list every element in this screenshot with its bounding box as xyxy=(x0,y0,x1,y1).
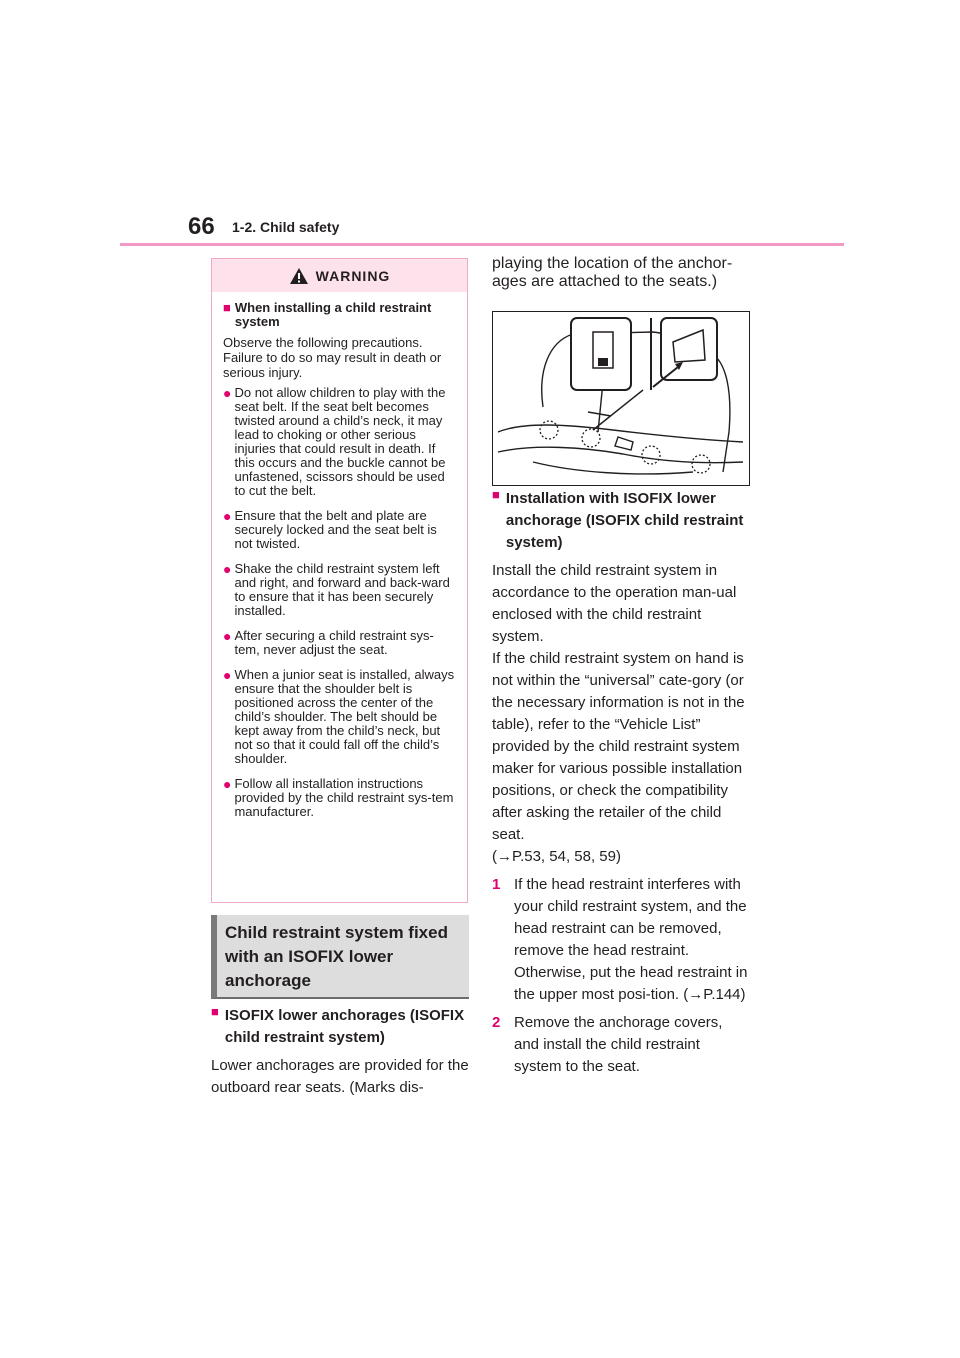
list-item-text: Ensure that the belt and plate are securely locked and the seat belt is not twisted. xyxy=(234,508,437,551)
list-item-text: Follow all installation instructions provided by the child restraint sys-tem manufacturer. xyxy=(234,776,454,819)
step-2 xyxy=(492,1012,750,1078)
page-reference: (→P.53, 54, 58, 59) xyxy=(492,848,621,865)
list-item xyxy=(223,562,456,618)
square-bullet-icon: ■ xyxy=(223,300,231,315)
list-item-text: When a junior seat is installed, always ensure that the shoulder belt is positioned across the center of the child’s shoulder. The belt should be kept away from the child’s neck, but not so that it could fall off the child’s shoulder. xyxy=(234,667,455,766)
list-item xyxy=(223,777,456,819)
warning-triangle-icon xyxy=(289,267,309,285)
circle-bullet-icon: ● xyxy=(223,385,232,401)
square-bullet-icon: ■ xyxy=(492,487,500,502)
circle-bullet-icon: ● xyxy=(223,561,232,577)
section-title: 1-2. Child safety xyxy=(232,219,340,235)
page-number: 66 xyxy=(188,213,215,240)
step-text: If the head restraint interferes with your child restraint system, and the head restraint can be removed, remove the head restraint. xyxy=(514,876,747,959)
right-column xyxy=(492,488,750,1078)
section-heading: Child restraint system fixed with an ISOFIX lower anchorage xyxy=(211,915,469,999)
header-rule xyxy=(120,243,844,246)
step-1 xyxy=(492,874,750,1006)
warning-list xyxy=(223,386,456,819)
warning-intro: Observe the following precautions. Failure to do so may result in death or serious injury. xyxy=(223,335,442,380)
anchorages-paragraph: Lower anchorages are provided for the outboard rear seats. (Marks dis- xyxy=(211,1057,469,1096)
circle-bullet-icon: ● xyxy=(223,628,232,644)
circle-bullet-icon: ● xyxy=(223,508,232,524)
warning-header xyxy=(212,259,467,292)
list-item xyxy=(223,629,456,657)
list-item-text: After securing a child restraint sys-tem, never adjust the seat. xyxy=(234,628,434,657)
isofix-seat-illustration xyxy=(492,311,750,486)
subheading-text: Installation with ISOFIX lower anchorage (ISOFIX child restraint system) xyxy=(505,490,744,551)
circle-bullet-icon: ● xyxy=(223,667,232,683)
warning-title: WARNING xyxy=(315,267,391,284)
step-text: Remove the anchorage covers, and install the child restraint system to the seat. xyxy=(514,1014,723,1075)
list-item xyxy=(223,386,456,498)
warning-subheading-text: When installing a child restraint system xyxy=(234,300,432,329)
list-item-text: Do not allow children to play with the seat belt. If the seat belt becomes twisted around a child’s neck, it may lead to choking or other serious injuries that could result in death. If this occurs and the buckle cannot be unfastened, scissors should be used to cut the belt. xyxy=(234,385,446,498)
circle-bullet-icon: ● xyxy=(223,776,232,792)
isofix-anchorages-subheading xyxy=(211,1005,469,1049)
seat-diagram-icon xyxy=(493,312,749,485)
subheading-text: ISOFIX lower anchorages (ISOFIX child restraint system) xyxy=(224,1007,465,1046)
list-item xyxy=(223,668,456,766)
left-column xyxy=(211,1005,469,1099)
install-paragraph: Install the child restraint system in accordance to the operation man-ual enclosed with the child restraint system. xyxy=(492,562,737,645)
warning-box xyxy=(211,258,468,903)
step-number: 1 xyxy=(492,876,501,893)
vehicle-list-paragraph: If the child restraint system on hand is not within the “universal” cate-gory (or the necessary information is not in the table), refer to the “Vehicle List” provided by the child restraint system maker for various possible installation positions, or check the compatibility after asking the retailer of the child seat. xyxy=(492,650,745,843)
step-number: 2 xyxy=(492,1014,501,1031)
warning-subheading xyxy=(223,301,456,329)
step-text-2: Otherwise, put the head restraint in the upper most posi-tion. (→P.144) xyxy=(514,964,748,1003)
list-item-text: Shake the child restraint system left and right, and forward and back-ward to ensure that it has been securely installed. xyxy=(234,561,450,618)
square-bullet-icon: ■ xyxy=(211,1004,219,1019)
installation-subheading xyxy=(492,488,750,554)
list-item xyxy=(223,509,456,551)
continued-paragraph: playing the location of the anchor-ages are attached to the seats.) xyxy=(492,255,733,290)
